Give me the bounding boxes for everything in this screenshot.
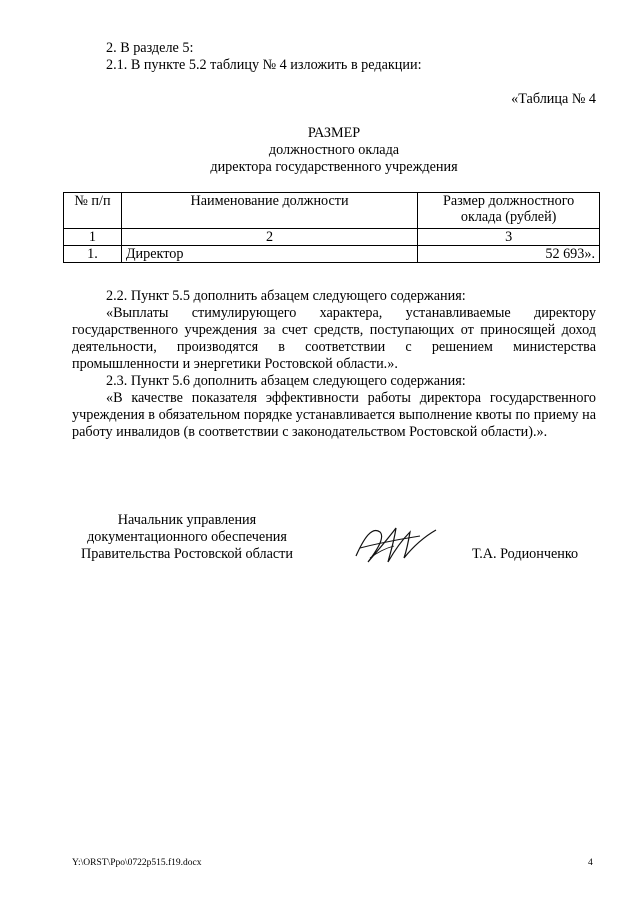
paragraph-2-3-intro: 2.3. Пункт 5.6 дополнить абзацем следующего содержания: xyxy=(106,373,466,389)
header-position: Наименование должности xyxy=(121,193,417,229)
section-line: 2. В разделе 5: xyxy=(106,40,194,56)
table-header-row xyxy=(64,193,600,229)
heading-title: РАЗМЕР xyxy=(307,125,361,141)
signatory-line-1: Начальник управления xyxy=(117,512,257,528)
paragraph-2-2-body: «Выплаты стимулирующего характера, устанавливаемые директору государственного учреждения за счет средств, поступающих от приносящей доход деятельности, производятся в соответствии с решением министерства промышленности и энергетики Ростовской области.». xyxy=(72,305,596,372)
number-cell: 3 xyxy=(418,229,600,246)
heading-line-2: директора государственного учреждения xyxy=(210,159,458,175)
footer-page-number: 4 xyxy=(588,858,593,868)
table-row xyxy=(64,246,600,263)
paragraph-2-2-text xyxy=(72,305,596,373)
number-cell: 1 xyxy=(64,229,122,246)
footer-file-path: Y:\ORST\Ppo\0722p515.f19.docx xyxy=(72,858,202,868)
salary-table xyxy=(63,192,600,263)
signature-icon xyxy=(350,518,440,568)
signatory-line-3: Правительства Ростовской области xyxy=(81,546,293,562)
row-position: Директор xyxy=(121,246,417,263)
signatory-line-2: документационного обеспечения xyxy=(87,529,287,545)
header-num: № п/п xyxy=(64,193,122,229)
signatory-title xyxy=(72,512,302,563)
header-salary: Размер должностного оклада (рублей) xyxy=(418,193,600,229)
signatory-name: Т.А. Родионченко xyxy=(472,546,579,562)
row-num: 1. xyxy=(64,246,122,263)
heading-line-1: должностного оклада xyxy=(268,142,400,158)
paragraph-2-3-body: «В качестве показателя эффективности работы директора государственного учреждения в обязательном порядке устанавливается выполнение квоты по приему на работу инвалидов (в соответствии с законодательством Ростовской области).». xyxy=(72,390,596,440)
table-number-row xyxy=(64,229,600,246)
amendment-line: 2.1. В пункте 5.2 таблицу № 4 изложить в редакции: xyxy=(106,57,422,73)
number-cell: 2 xyxy=(121,229,417,246)
row-salary: 52 693». xyxy=(418,246,600,263)
table-caption: «Таблица № 4 xyxy=(511,91,596,107)
paragraph-2-2-intro: 2.2. Пункт 5.5 дополнить абзацем следующего содержания: xyxy=(106,288,466,304)
paragraph-2-3-text xyxy=(72,390,596,441)
